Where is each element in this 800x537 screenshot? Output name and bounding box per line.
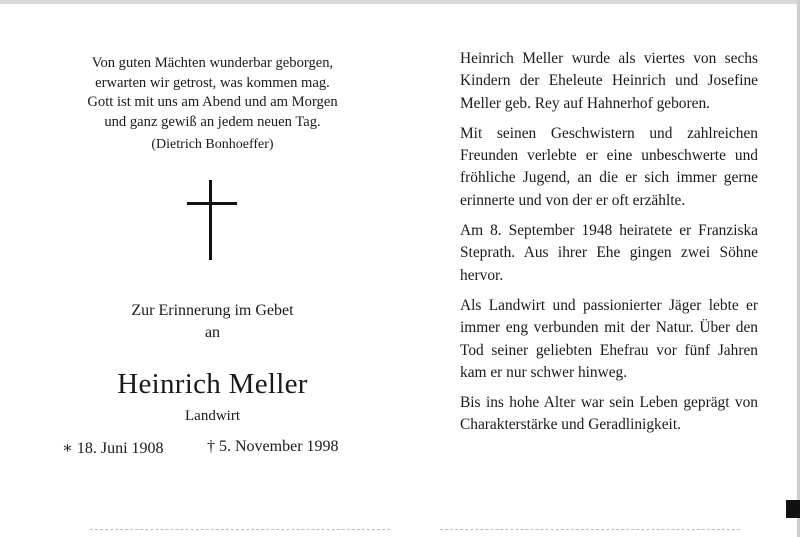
occupation: Landwirt	[185, 408, 240, 424]
fold-line-left	[90, 529, 390, 530]
poem	[40, 54, 385, 132]
biography-paragraph: Als Landwirt und passionierter Jäger lebte er immer eng verbunden mit der Natur. Über den Tod seiner geliebten Ehefrau vor fünf Jahren kam er nur schwer hinweg.	[460, 296, 758, 381]
fold-line-right	[440, 529, 740, 530]
life-dates	[62, 438, 382, 458]
poem-line: und ganz gewiß an jedem neuen Tag.	[104, 113, 321, 130]
death-date: † 5. November 1998	[207, 438, 339, 455]
poem-author: (Dietrich Bonhoeffer)	[151, 137, 274, 152]
cross-icon	[187, 180, 237, 260]
memorial-heading	[40, 300, 385, 344]
biography	[460, 48, 758, 445]
poem-line: erwarten wir getrost, was kommen mag.	[95, 74, 330, 91]
poem-line: Von guten Mächten wunderbar geborgen,	[91, 55, 334, 71]
poem-section	[40, 54, 385, 154]
poem-line: Gott ist mit uns am Abend und am Morgen	[87, 94, 338, 110]
biography-paragraph: Bis ins hohe Alter war sein Leben geprägt von Charakterstärke und Geradlinigkeit.	[460, 394, 758, 434]
birth-date: ∗ 18. Juni 1908	[62, 440, 164, 457]
deceased-name: Heinrich Meller	[117, 368, 308, 400]
biography-paragraph: Mit seinen Geschwistern und zahlreichen Freunden verlebte er eine unbeschwerte und fröhliche Jugend, an die er sich immer gerne erinnerte und von der er oft erzählte.	[460, 124, 758, 209]
scan-edge-mark	[786, 500, 800, 518]
memorial-line-2: an	[204, 324, 221, 341]
biography-paragraph: Am 8. September 1948 heiratete er Franziska Steprath. Aus ihrer Ehe gingen zwei Söhne hervor.	[460, 222, 758, 284]
scan-edge-top	[0, 0, 800, 4]
memorial-line-1: Zur Erinnerung im Gebet	[131, 302, 294, 319]
biography-paragraph: Heinrich Meller wurde als viertes von sechs Kindern der Eheleute Heinrich und Josefine Meller geb. Rey auf Hahnerhof geboren.	[460, 50, 758, 112]
